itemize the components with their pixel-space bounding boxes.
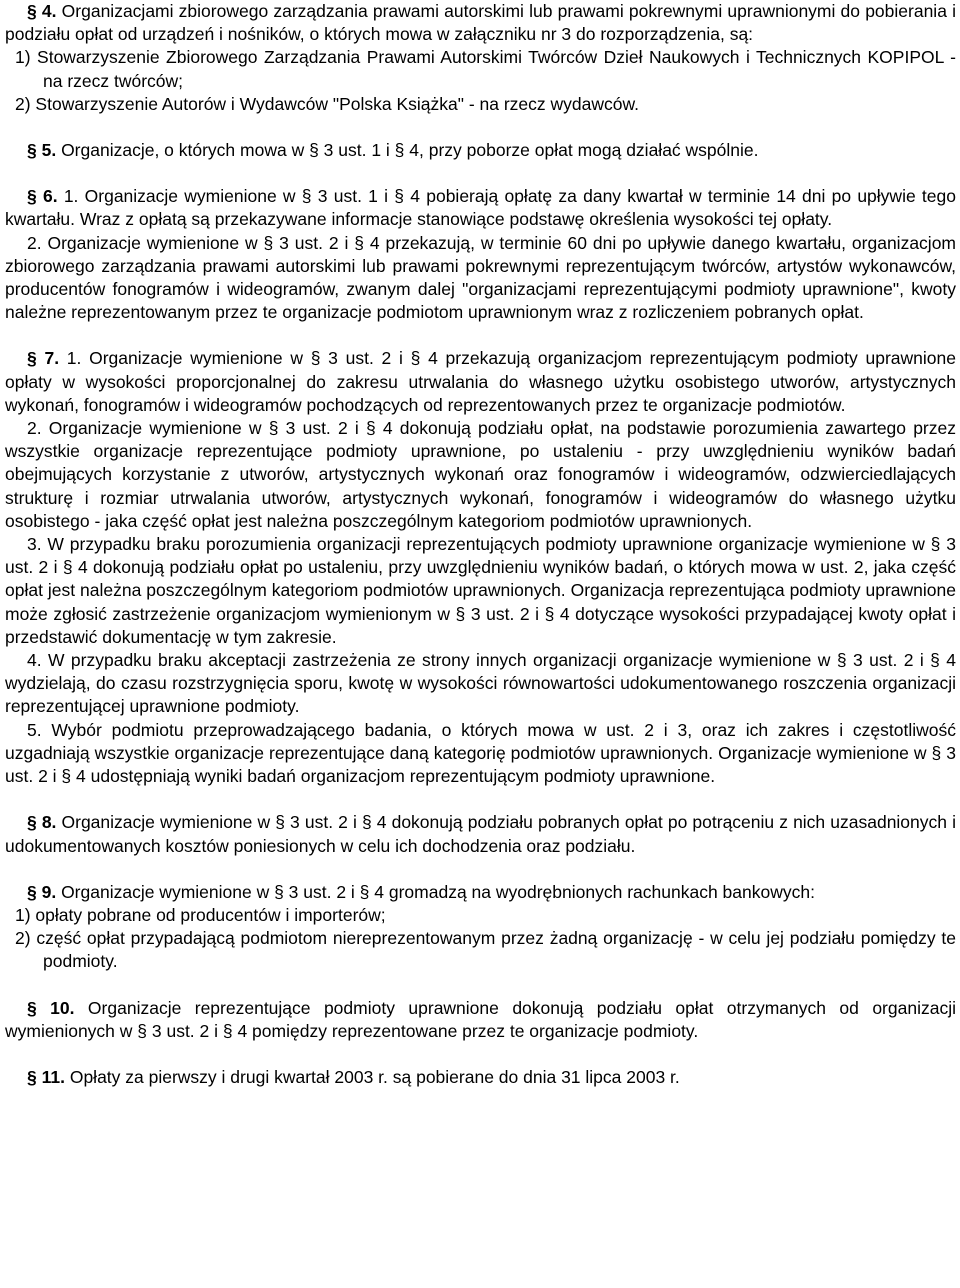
paragraph-text: 1) opłaty pobrane od producentów i importerów; [15,904,386,925]
section-number: § 4. [27,1,57,21]
paragraph-text: Opłaty za pierwszy i drugi kwartał 2003 r. są pobierane do dnia 31 lipca 2003 r. [64,1066,680,1087]
paragraph-gap [5,116,956,139]
section-number: § 5. [27,140,57,161]
paragraph [5,811,956,857]
paragraph [5,417,956,533]
paragraph [5,1066,956,1089]
paragraph-text: 1) Stowarzyszenie Zbiorowego Zarządzania Prawami Autorskimi Twórców Dzieł Naukowych i Technicznych KOPIPOL - na rzecz twórców; [15,47,956,91]
section-number: § 10. [27,997,75,1018]
paragraph [5,719,956,789]
paragraph [5,347,956,417]
paragraph-gap [5,974,956,997]
section-number: § 7. [27,348,60,369]
paragraph [5,46,956,92]
paragraph-text: 1. Organizacje wymienione w § 3 ust. 2 i § 4 przekazują organizacjom reprezentującym podmioty uprawnione opłaty w wysokości proporcjonalnej do zakresu utrwalania do własnego użytku osobistego utworów, artystycznych wykonań, fonogramów i wideogramów pochodzących od reprezentowanych przez te organizacje podmiotów. [5,348,956,415]
paragraph-gap [5,1043,956,1066]
paragraph-text: 4. W przypadku braku akceptacji zastrzeżenia ze strony innych organizacji organizacje wymienione w § 3 ust. 2 i § 4 wydzielają, do czasu rozstrzygnięcia sporu, kwotę w wysokości równowartości udokumentowanego roszczenia organizacji reprezentującej uprawnione podmioty. [5,650,956,717]
paragraph [5,139,956,162]
paragraph [5,0,956,46]
paragraph-text: 2. Organizacje wymienione w § 3 ust. 2 i § 4 przekazują, w terminie 60 dni po upływie danego kwartału, organizacjom zbiorowego zarządzania prawami autorskimi lub prawami pokrewnymi reprezentującym twórców, artystów wykonawców, producentów fonogramów i wideogramów, zwanym dalej "organizacjami reprezentującymi podmioty uprawnione", kwoty należne reprezentowanym przez te organizacje podmiotom uprawnionym wraz z rozliczeniem pobranych opłat. [5,232,956,323]
paragraph [5,185,956,231]
paragraph-gap [5,324,956,347]
section-number: § 9. [27,881,57,902]
section-number: § 6. [27,186,58,207]
paragraph [5,997,956,1043]
paragraph [5,649,956,719]
paragraph-text: 2. Organizacje wymienione w § 3 ust. 2 i § 4 dokonują podziału opłat, na podstawie porozumienia zawartego przez wszystkie organizacje reprezentujące podmioty uprawnione, po ustaleniu - przy uwzględnieniu wyników badań obejmujących korzystanie z utworów, artystycznych wykonań oraz fonogramów i wideogramów, odzwierciedlających strukturę i rozmiar utrwalania utworów, artystycznych wykonań, fonogramów i wideogramów do własnego użytku osobistego - jaka część opłat jest należna poszczególnym kategoriom podmiotów uprawnionych. [5,418,956,531]
paragraph-text: 1. Organizacje wymienione w § 3 ust. 1 i § 4 pobierają opłatę za dany kwartał w terminie 14 dni po upływie tego kwartału. Wraz z opłatą są przekazywane informacje stanowiące podstawę określenia wysokości tej opłaty. [5,186,956,230]
paragraph-text: 3. W przypadku braku porozumienia organizacji reprezentujących podmioty uprawnione organizacje wymienione w § 3 ust. 2 i § 4 dokonują podziału opłat po ustaleniu, przy uwzględnieniu wyników badań, o których mowa w ust. 2, jaka część opłat jest należna poszczególnym kategoriom podmiotów uprawnionych. Organizacja reprezentująca podmioty uprawnione może zgłosić zastrzeżenie organizacjom wymienionym w § 3 ust. 2 i § 4 dotyczące wysokości przypadającej kwoty opłat i przedstawić dokumentację w tym zakresie. [5,534,956,647]
paragraph-gap [5,788,956,811]
paragraph [5,904,956,927]
paragraph [5,232,956,325]
paragraph-gap [5,858,956,881]
paragraph-gap [5,162,956,185]
paragraph-text: Organizacje, o których mowa w § 3 ust. 1 i § 4, przy poborze opłat mogą działać wspólnie. [56,140,759,161]
paragraph [5,93,956,116]
paragraph-text: Organizacje wymienione w § 3 ust. 2 i § 4 dokonują podziału pobranych opłat po potrąceniu z nich uzasadnionych i udokumentowanych kosztów poniesionych w celu ich dochodzenia oraz podziału. [5,812,956,856]
paragraph [5,927,956,973]
paragraph-text: 2) Stowarzyszenie Autorów i Wydawców "Polska Książka" - na rzecz wydawców. [15,93,640,114]
paragraph-text: Organizacje wymienione w § 3 ust. 2 i § 4 gromadzą na wyodrębnionych rachunkach bankowych: [56,881,815,902]
paragraph-text: 5. Wybór podmiotu przeprowadzającego badania, o których mowa w ust. 2 i 3, oraz ich zakres i częstotliwość uzgadniają wszystkie organizacje reprezentujące daną kategorię podmiotów uprawnionych. Organizacje wymienione w § 3 ust. 2 i § 4 udostępniają wyniki badań organizacjom reprezentującym podmioty uprawnione. [5,719,956,787]
paragraph [5,881,956,904]
section-number: § 11. [27,1066,65,1087]
paragraph-text: 2) część opłat przypadającą podmiotom niereprezentowanym przez żadną organizację - w celu jej podziału pomiędzy te podmioty. [15,928,956,972]
section-number: § 8. [27,812,57,833]
paragraph-text: Organizacje reprezentujące podmioty uprawnione dokonują podziału opłat otrzymanych od organizacji wymienionych w § 3 ust. 2 i § 4 pomiędzy reprezentowane przez te organizacje podmioty. [5,997,956,1041]
paragraph-text: Organizacjami zbiorowego zarządzania prawami autorskimi lub prawami pokrewnymi uprawnionymi do pobierania i podziału opłat od urządzeń i nośników, o których mowa w załączniku nr 3 do rozporządzenia, są: [5,1,956,45]
paragraph [5,533,956,649]
